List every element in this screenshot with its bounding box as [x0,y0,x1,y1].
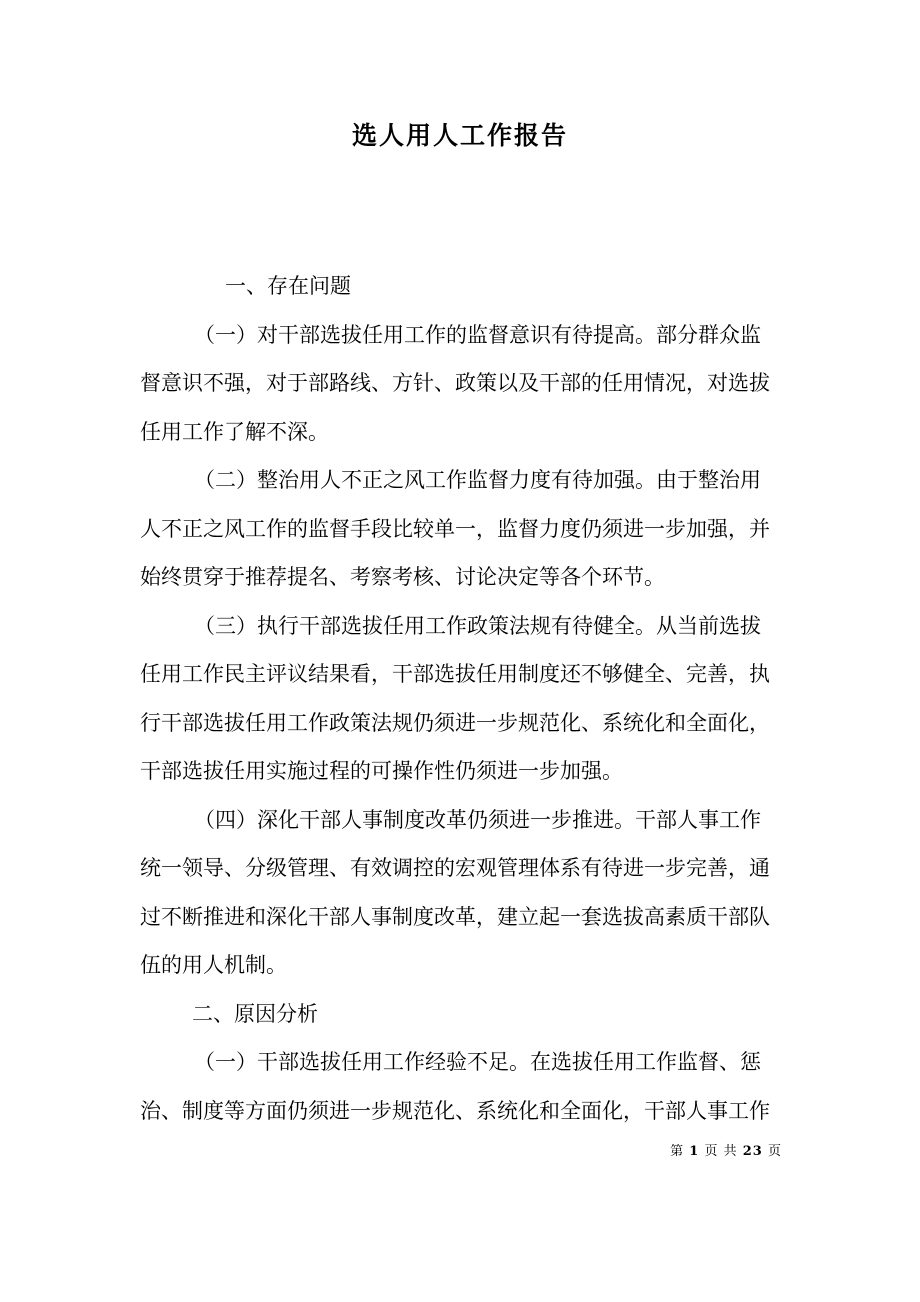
body-line: 治、制度等方面仍须进一步规范化、系统化和全面化，干部人事工作 [140,1098,770,1123]
document-title: 选人用人工作报告 [351,121,568,150]
body-line: （一）对干部选拔任用工作的监督意识有待提高。部分群众监 [194,322,761,347]
body-line: 督意识不强，对于部路线、方针、政策以及干部的任用情况，对选拔 [140,371,770,395]
body-line: 任用工作了解不深。 [140,419,329,444]
footer-suffix: 页 [767,1144,782,1159]
body-line: 过不断推进和深化干部人事制度改革，建立起一套选拔高素质干部队 [140,904,770,929]
body-line: （二）整治用人不正之风工作监督力度有待加强。由于整治用 [194,468,761,492]
body-line: 人不正之风工作的监督手段比较单一，监督力度仍须进一步加强，并 [140,516,770,541]
footer-total-pages: 23 [742,1144,763,1159]
document-body [140,262,780,1135]
body-line: （一）干部选拔任用工作经验不足。在选拔任用工作监督、惩 [194,1050,761,1074]
footer-current-page: 1 [689,1144,700,1159]
body-line: 一、存在问题 [225,274,351,298]
footer-middle: 页 共 [704,1144,738,1159]
body-line: 行干部选拔任用工作政策法规仍须进一步规范化、系统化和全面化， [140,710,770,735]
body-line: 始终贯穿于推荐提名、考察考核、讨论决定等各个环节。 [140,565,665,589]
footer-prefix: 第 [670,1144,685,1159]
body-line: 统一领导、分级管理、有效调控的宏观管理体系有待进一步完善，通 [140,856,770,880]
body-line: （三）执行干部选拔任用工作政策法规有待健全。从当前选拔 [194,613,761,638]
body-line: 伍的用人机制。 [140,953,287,977]
page-footer [666,1142,782,1162]
body-line: 干部选拔任用实施过程的可操作性仍须进一步加强。 [140,759,623,783]
body-line: （四）深化干部人事制度改革仍须进一步推进。干部人事工作 [194,807,761,832]
body-line: 二、原因分析 [192,1001,318,1026]
body-line: 任用工作民主评议结果看，干部选拔任用制度还不够健全、完善，执 [140,662,770,686]
